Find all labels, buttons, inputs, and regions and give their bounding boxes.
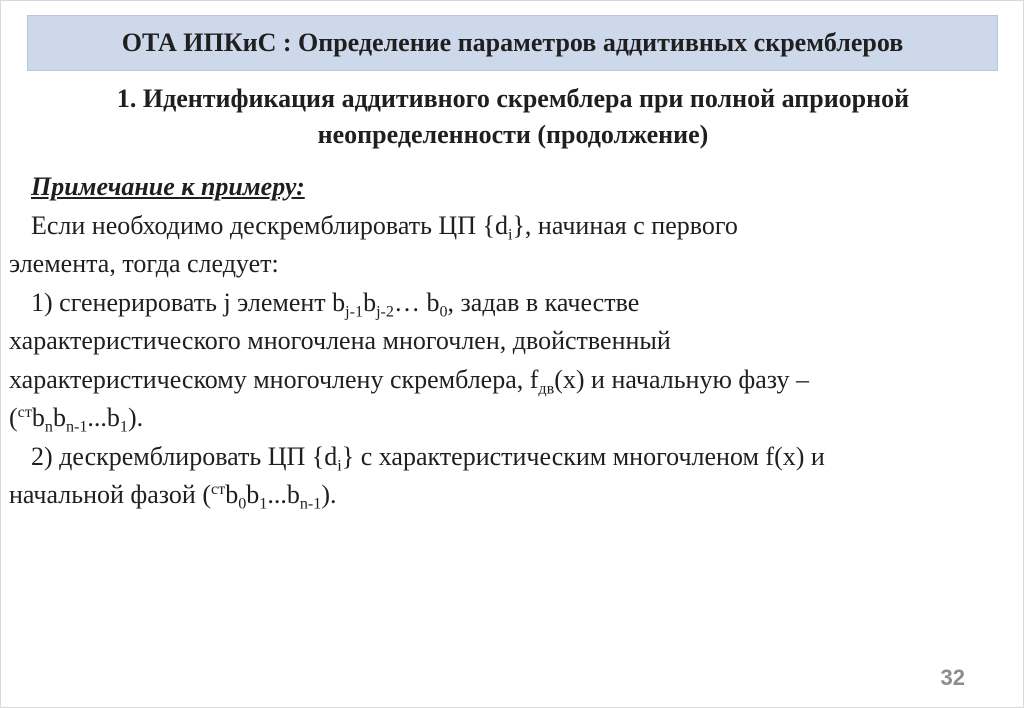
step2-line2-text-b: b [225, 480, 239, 509]
step1-text-4: , задав в качестве [447, 287, 640, 317]
section-heading-line-2: неопределенности (продолжение) [317, 120, 709, 149]
step2-line2-text-d: ...b [267, 480, 300, 509]
step2-line2-sub-1: 0 [238, 495, 247, 513]
intro-line-1 [9, 207, 1014, 246]
slide-title: ОТА ИПКиС : Определение параметров аддитивных скремблеров [121, 28, 904, 57]
step1-line-1 [9, 284, 1014, 323]
step1-line4-text-a: ( [9, 403, 18, 432]
step1-line4-sup: ст [17, 404, 32, 422]
step2-line2-text-e: ). [321, 480, 337, 509]
step1-line4-sub-1: n [44, 418, 53, 436]
step2-line2-sub-3: n-1 [299, 495, 322, 513]
step2-line2-text-c: b [246, 480, 260, 509]
step1-text-3: … b [393, 287, 440, 317]
step1-sub-3: 0 [439, 303, 448, 321]
step1-line-3 [9, 361, 1014, 400]
intro-text-a: Если необходимо дескремблировать ЦП {d [31, 210, 508, 240]
step1-sub-1: j-1 [345, 303, 364, 321]
step1-line4-sub-2: n-1 [65, 418, 88, 436]
step1-sub-2: j-2 [376, 303, 394, 321]
page-number: 32 [940, 665, 965, 690]
intro-line-2: элемента, тогда следует: [9, 249, 279, 278]
step2-sub-1: i [337, 457, 342, 475]
step2-line2-sup: ст [211, 481, 226, 499]
note-heading: Примечание к примеру: [31, 172, 305, 201]
step1-line4-text-d: ...b [87, 403, 120, 432]
step1-line4-text-c: b [52, 403, 66, 432]
note-body [9, 168, 1014, 515]
section-heading [11, 81, 1015, 153]
step1-text-2: b [363, 287, 377, 317]
step2-text-2: } с характеристическим многочленом f(x) и [341, 441, 825, 471]
step2-line-1 [9, 438, 1014, 477]
step2-text-1: 2) дескремблировать ЦП {d [31, 441, 338, 471]
step1-line3-text-b: (x) и начальную фазу – [554, 364, 810, 394]
section-heading-line-1: 1. Идентификация аддитивного скремблера при полной априорной [116, 84, 910, 113]
step2-line-2 [9, 476, 1014, 515]
step1-line4-text-e: ). [127, 403, 144, 432]
step1-line4-text-b: b [31, 403, 45, 432]
step1-line4-sub-3: 1 [119, 418, 128, 436]
step1-line3-text-a: характеристическому многочлену скремблера, f [9, 364, 539, 394]
step1-line-2: характеристического многочлена многочлен, двойственный [9, 326, 671, 355]
step1-text-1: 1) сгенерировать j элемент b [31, 287, 346, 317]
intro-subscript: i [507, 226, 513, 244]
header-bar [27, 15, 998, 71]
note-heading-line [9, 168, 1014, 207]
step1-line3-sub: дв [538, 380, 555, 398]
intro-text-b: }, начиная с первого [512, 210, 738, 240]
step1-line-4 [9, 399, 1014, 438]
step2-line2-text-a: начальной фазой ( [9, 480, 211, 509]
step2-line2-sub-2: 1 [259, 495, 268, 513]
